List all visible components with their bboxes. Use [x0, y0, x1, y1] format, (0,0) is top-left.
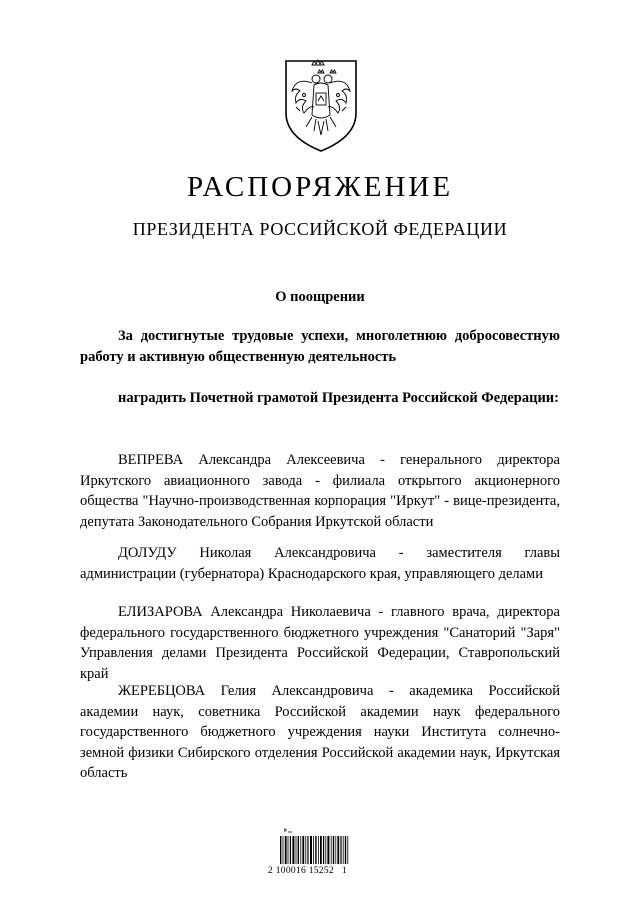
document-heading: О поощрении	[275, 289, 365, 305]
decision-paragraph: наградить Почетной грамотой Президента Российской Федерации:	[118, 390, 559, 406]
document-subtitle: ПРЕЗИДЕНТА РОССИЙСКОЙ ФЕДЕРАЦИИ	[132, 219, 508, 239]
recipient-paragraph: ДОЛУДУ Николая Александровича - заместителя главы администрации (губернатора) Краснодарского края, управляющего делами	[80, 545, 560, 582]
russian-coat-of-arms-icon	[282, 55, 360, 153]
document-title: РАСПОРЯЖЕНИЕ	[186, 171, 454, 203]
recipient-paragraph: ЖЕРЕБЦОВА Гелия Александровича - академика Российской академии наук, советника Российской академии наук федерального государственного бюджетного учреждения науки Института солнечно-земной физики Сибирского отделения Российской академии наук, Иркутская область	[80, 683, 560, 781]
preamble-paragraph: За достигнутые трудовые успехи, многолетнюю добросовестную работу и активную общественную деятельность	[80, 328, 560, 365]
recipient-paragraph: ЕЛИЗАРОВА Александра Николаевича - главного врача, директора федерального государственного бюджетного учреждения "Санаторий "Заря" Управления делами Президента Российской Федерации, Ставропольский край	[80, 604, 560, 682]
recipient-paragraph: ВЕПРЕВА Александра Алексеевича - генерального директора Иркутского авиационного завода - филиала открытого акционерного общества "Научно-производственная корпорация "Иркут" - вице-президента, депутата Законодательного Собрания Иркутской области	[80, 452, 560, 530]
barcode-number: 2 100016 15252 1	[268, 866, 348, 876]
barcode-icon	[270, 826, 360, 886]
